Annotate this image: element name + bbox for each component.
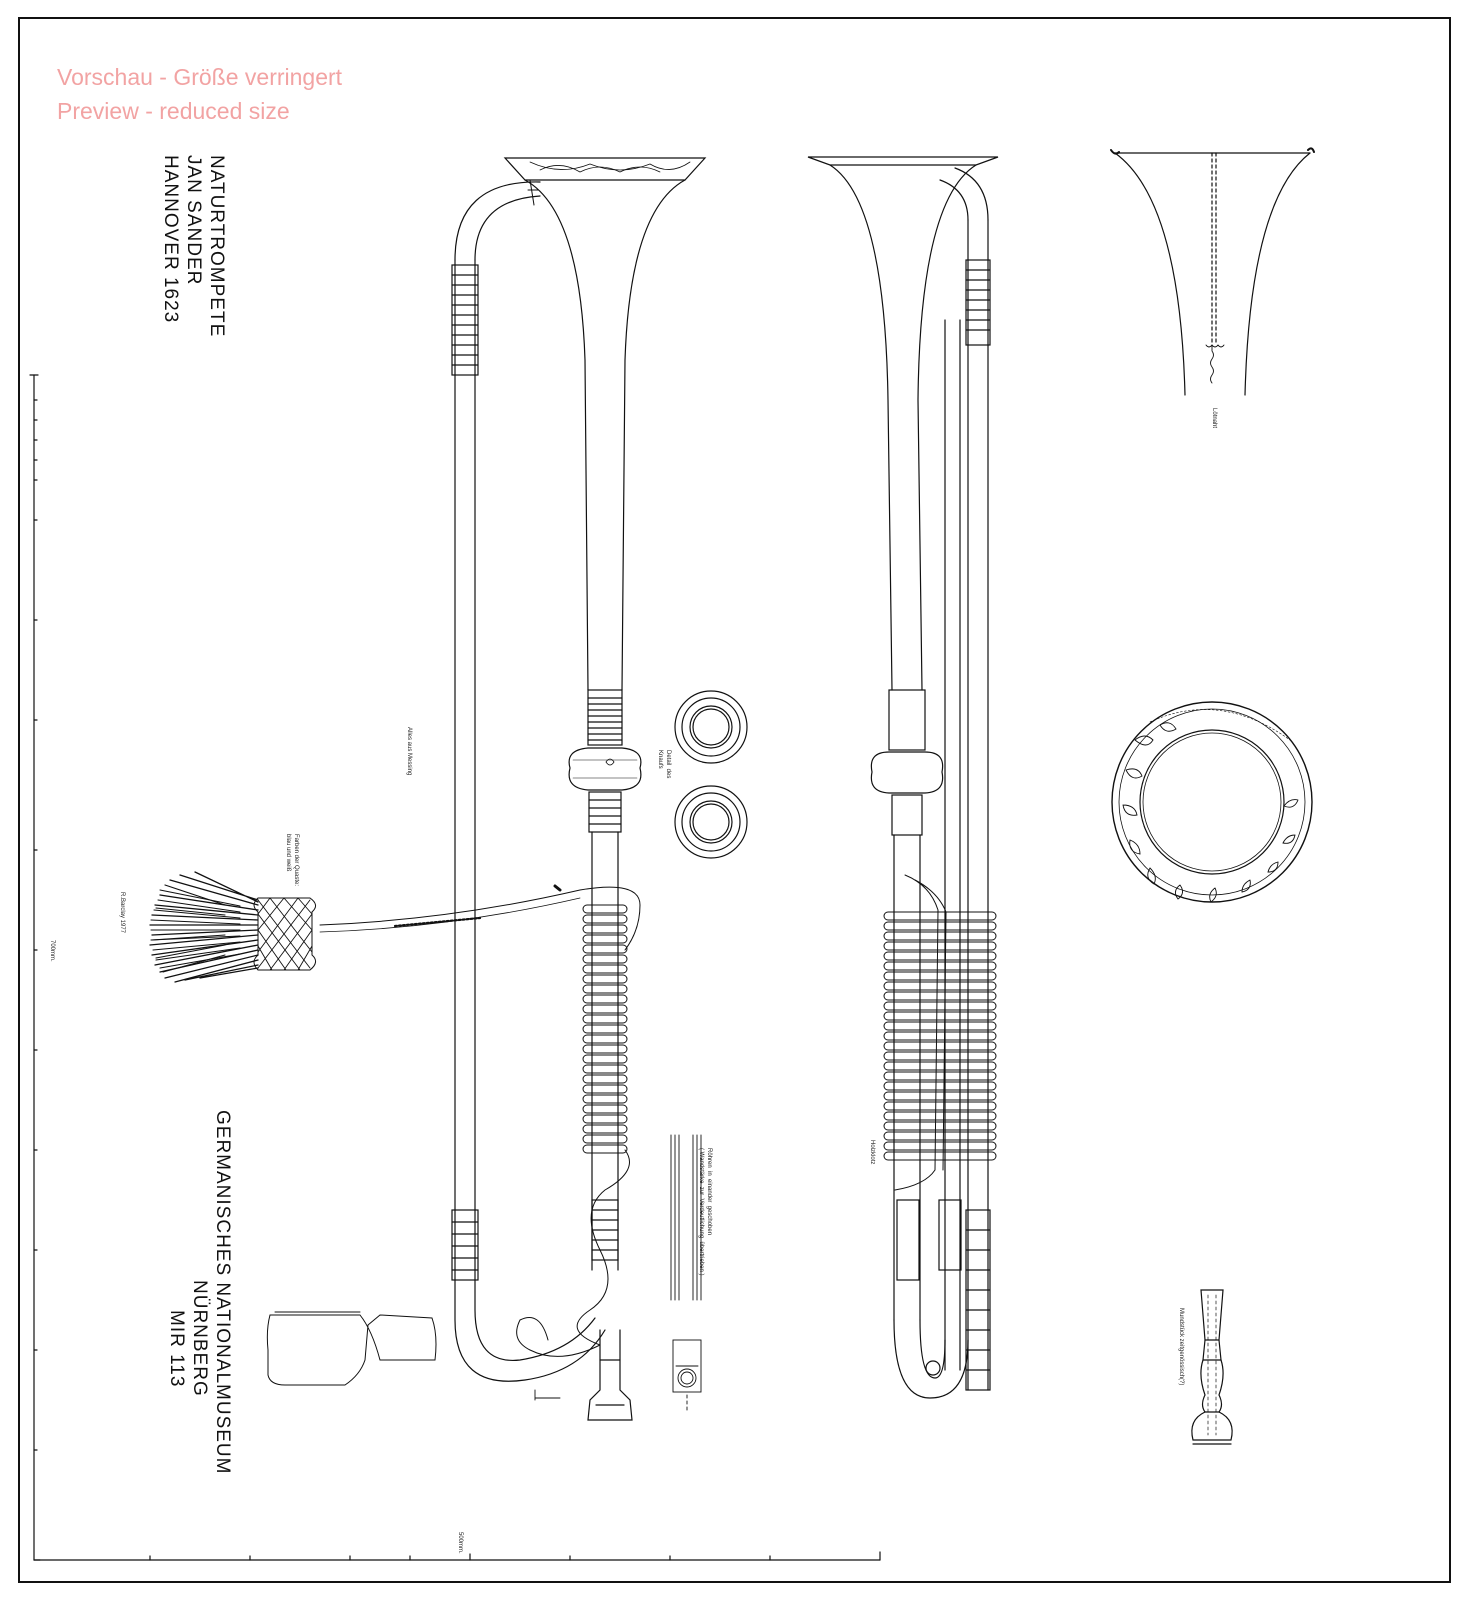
bell-section-view [1111,148,1314,395]
title-block [159,155,228,337]
bell-garland-ring [1112,702,1312,902]
title-instrument: NATURTROMPETE [206,155,227,338]
tassel [150,872,316,982]
knob-detail-rings [675,691,747,858]
note-tubes: Röhren in einander geschoben ( Wandstärke zur Verdeutlichung übertrieben ) [698,1148,712,1276]
watermark-line-2: Preview - reduced size [57,98,290,124]
title-maker: JAN SANDER [183,155,204,286]
museum-city: NÜRNBERG [189,1280,210,1397]
watermark-line-1: Vorschau - Größe verringert [57,64,343,90]
note-tassel-colors: Farben der Quaste: blau und weiß [285,834,299,887]
scale-label-left: 700mm. [49,940,55,962]
left-scale [30,375,40,1560]
museum-name: GERMANISCHES NATIONALMUSEUM [212,1110,233,1475]
trumpet-side-view [808,157,998,1398]
museum-inventory: MIR 113 [166,1310,187,1388]
binding-coils [583,905,627,1153]
mouthpiece-detail [1192,1290,1232,1444]
note-material: Alles aus Messing [406,727,412,776]
note-mouthpiece: Mundstück zeitgenössisch(?) [1178,1308,1184,1386]
note-knauf-detail: Detail des Knaufs [657,750,671,779]
note-author: R.Barclay 1977 [119,892,125,934]
note-solder-seam: Lötnaht [1211,408,1217,429]
note-wood-block: Holzklotz [869,1140,875,1165]
title-place-year: HANNOVER 1623 [160,155,181,324]
museum-block [165,1110,234,1474]
scale-label-bottom: 500mm. [457,1532,463,1554]
